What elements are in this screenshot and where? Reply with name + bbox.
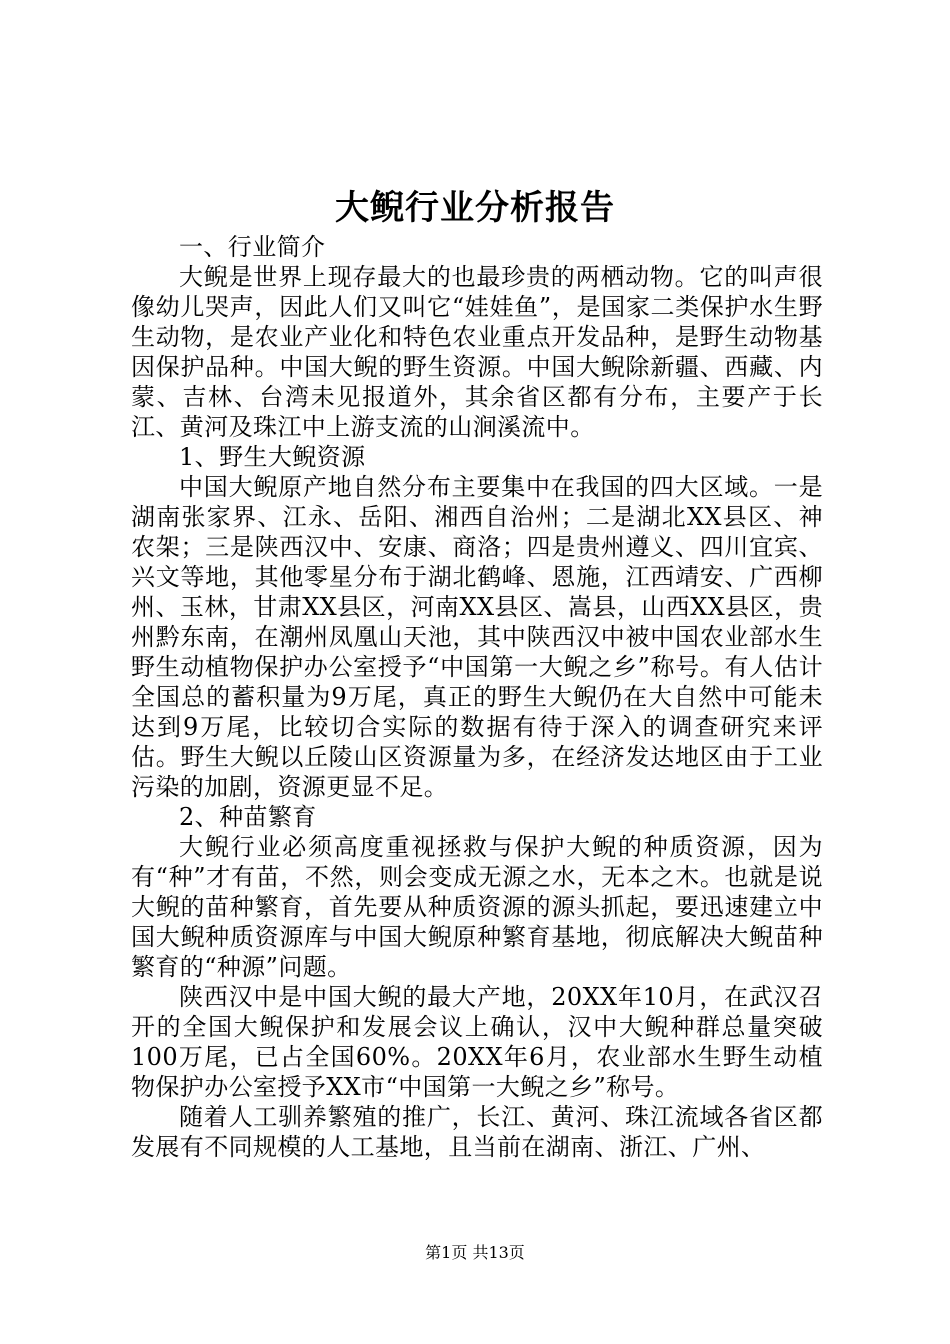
document-title: 大鲵行业分析报告 — [335, 188, 615, 228]
paragraph-artificial-breeding: 随着人工驯养繁殖的推广，长江、黄河、珠江流域各省区都发展有不同规模的人工基地，且当前在湖南、浙江、广州、 — [131, 1103, 823, 1161]
paragraph-breeding: 大鲵行业必须高度重视拯救与保护大鲵的种质资源，因为有“种”才有苗，不然，则会变成无源之水，无本之木。也就是说大鲵的苗种繁育，首先要从种质资源的源头抓起，要迅速建立中国大鲵种质资源库与中国大鲵原种繁育基地，彻底解决大鲵苗种繁育的“种源”问题。 — [131, 833, 823, 981]
paragraph-intro: 大鲵是世界上现存最大的也最珍贵的两栖动物。它的叫声很像幼儿哭声，因此人们又叫它“娃娃鱼”，是国家二类保护水生野生动物，是农业产业化和特色农业重点开发品种，是野生动物基因保护品种。中国大鲵的野生资源。中国大鲵除新疆、西藏、内蒙、吉林、台湾未见报道外，其余省区都有分布，主要产于长江、黄河及珠江中上游支流的山涧溪流中。 — [131, 263, 823, 441]
section-heading-wild-resources: 1、野生大鲵资源 — [179, 443, 366, 471]
document-body — [131, 232, 823, 1162]
page-footer: 第1页 共13页 — [425, 1243, 525, 1262]
section-heading-intro: 一、行业简介 — [179, 233, 326, 261]
section-heading-breeding: 2、种苗繁育 — [179, 803, 317, 831]
paragraph-wild-resources: 中国大鲵原产地自然分布主要集中在我国的四大区域。一是湖南张家界、江永、岳阳、湘西自治州；二是湖北XX县区、神农架；三是陕西汉中、安康、商洛；四是贵州遵义、四川宜宾、兴文等地，其他零星分布于湖北鹤峰、恩施，江西靖安、广西柳州、玉林，甘肃XX县区，河南XX县区、嵩县，山西XX县区，贵州黔东南，在潮州凤凰山天池，其中陕西汉中被中国农业部水生野生动植物保护办公室授予“中国第一大鲵之乡”称号。有人估计全国总的蓄积量为9万尾，真正的野生大鲵仍在大自然中可能未达到9万尾，比较切合实际的数据有待于深入的调查研究来评估。野生大鲵以丘陵山区资源量为多，在经济发达地区由于工业污染的加剧，资源更显不足。 — [131, 473, 823, 801]
paragraph-hanzhong: 陕西汉中是中国大鲵的最大产地，20XX年10月，在武汉召开的全国大鲵保护和发展会议上确认，汉中大鲵种群总量突破100万尾，已占全国60%。20XX年6月，农业部水生野生动植物保护办公室授予XX市“中国第一大鲵之乡”称号。 — [131, 983, 823, 1101]
